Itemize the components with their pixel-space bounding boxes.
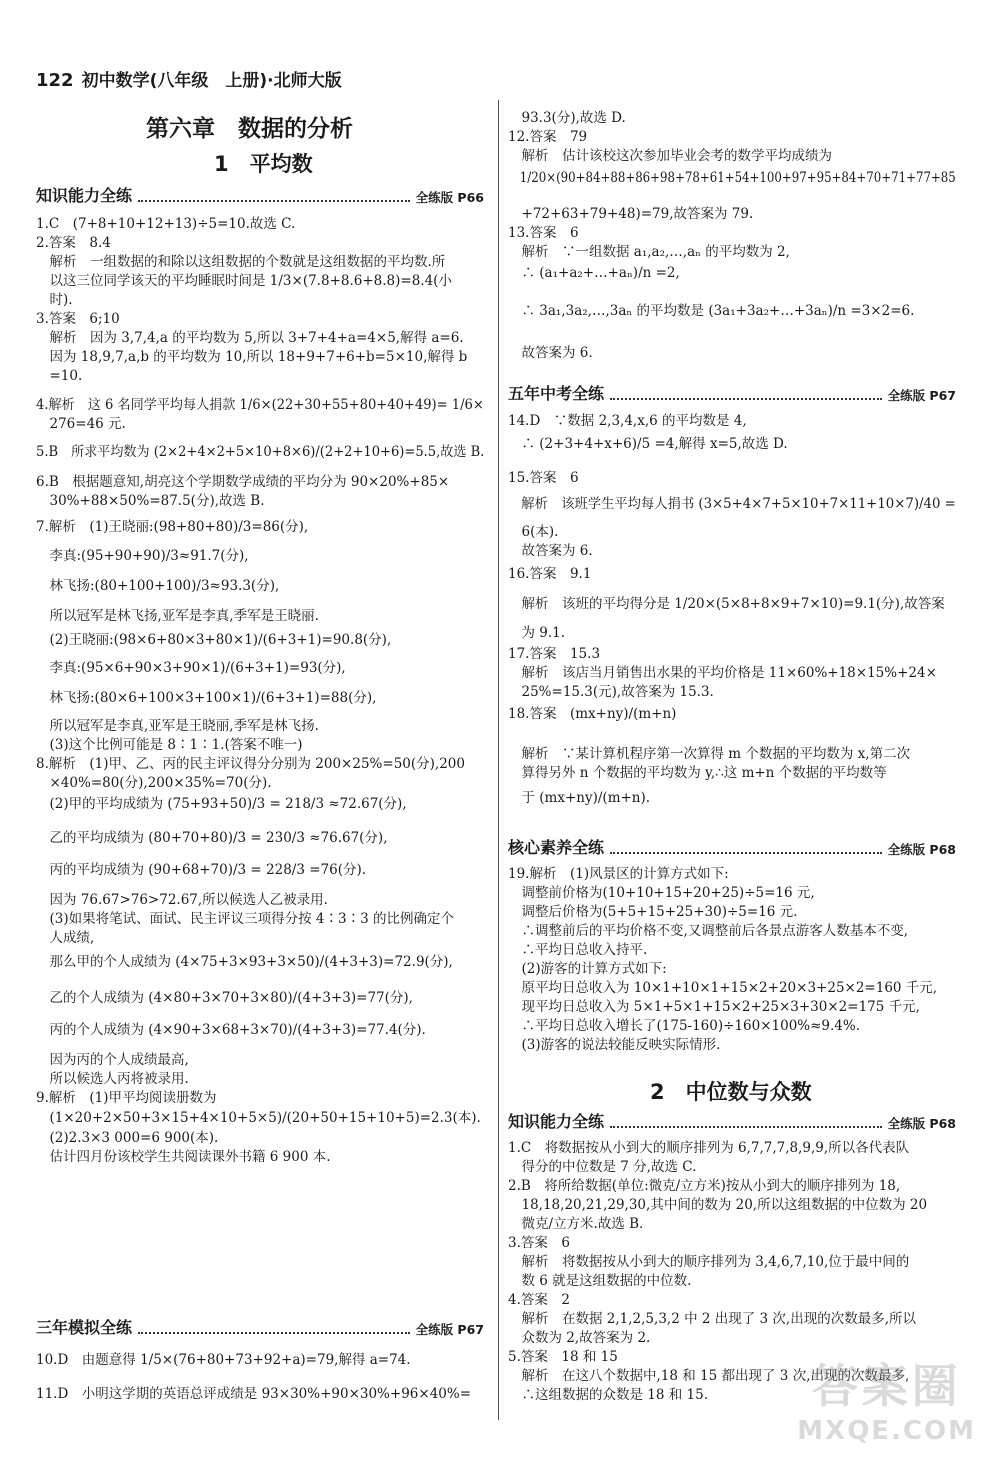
text-line: 数 6 就是这组数据的中位数. <box>508 1273 692 1289</box>
page-header <box>36 66 342 91</box>
section-name: 五年中考全练 <box>508 384 605 403</box>
text-line: 6(本). <box>508 524 559 540</box>
text-line: ×40%=80(分),200×35%=70(分). <box>36 775 272 791</box>
text-line: 解析 ∵一组数据 a₁,a₂,…,aₙ 的平均数为 2, <box>508 244 790 260</box>
text-line: 为 9.1. <box>508 625 566 641</box>
text-line: ∴这组数据的众数是 18 和 15. <box>508 1387 709 1403</box>
text-line: 解析 该班的平均得分是 1/20×(5×8+8×9+7×10)=9.1(分),故答案 <box>508 596 945 612</box>
text-line: (1×20+2×50+3×15+4×10+5×5)/(20+50+15+10+5)=2.3(本). <box>36 1110 481 1126</box>
text-line: 5.B 所求平均数为 (2×2+4×2+5×10+8×6)/(2+2+10+6)=5.5,故选 B. <box>36 444 485 460</box>
leader-dots <box>610 1126 882 1128</box>
text-line: 李真:(95+90+90)/3≈91.7(分), <box>36 548 249 564</box>
book-title: 初中数学(八年级 上册)·北师大版 <box>81 71 342 91</box>
section-bar-zsnl1 <box>36 186 484 206</box>
leader-dots <box>610 398 882 400</box>
text-line: 现平均日总收入为 5×1+5×1+15×2+25×3+30×2=175 千元, <box>508 999 920 1015</box>
text-line: 微克/立方米.故选 B. <box>508 1216 644 1232</box>
section-ref: 全练版 P68 <box>887 1116 956 1131</box>
text-line: (2)2.3×3 000=6 900(本). <box>36 1130 219 1146</box>
text-line: 2.B 将所给数据(单位:微克/立方米)按从小到大的顺序排列为 18, <box>508 1178 901 1194</box>
section-name: 知识能力全练 <box>36 186 133 205</box>
text-line: 众数为 2,故答案为 2. <box>508 1330 651 1346</box>
text-line: 解析 一组数据的和除以这组数据的个数就是这组数据的平均数.所 <box>36 254 446 270</box>
text-line: (3)这个比例可能是 8∶1∶1.(答案不唯一) <box>36 737 303 753</box>
section-title-2: 2 中位数与众数 <box>650 1080 812 1104</box>
section-name: 核心素养全练 <box>508 838 605 857</box>
text-line: 19.解析 (1)风景区的计算方式如下: <box>508 866 729 882</box>
text-line: 故答案为 6. <box>508 543 593 559</box>
text-line: 17.答案 15.3 <box>508 646 601 662</box>
text-line: 估计四月份该校学生共阅读课外书籍 6 900 本. <box>36 1149 331 1165</box>
text-line: 30%+88×50%=87.5(分),故选 B. <box>36 493 265 509</box>
section-ref: 全练版 P67 <box>415 1322 484 1337</box>
text-line: 10.D 由题意得 1/5×(76+80+73+92+a)=79,解得 a=74. <box>36 1352 411 1368</box>
text-line: (3)如果将笔试、面试、民主评议三项得分按 4∶3∶3 的比例确定个 <box>36 911 454 927</box>
text-line: 乙的个人成绩为 (4×80+3×70+3×80)/(4+3+3)=77(分), <box>36 990 413 1006</box>
text-line: 18,18,20,21,29,30,其中间的数为 20,所以这组数据的中位数为 20 <box>508 1197 928 1213</box>
text-line: 丙的个人成绩为 (4×90+3×68+3×70)/(4+3+3)=77.4(分). <box>36 1022 426 1038</box>
section-bar-hxsy <box>508 838 956 858</box>
text-line: 4.答案 2 <box>508 1292 570 1308</box>
text-line: 解析 该班学生平均每人捐书 (3×5+4×7+5×10+7×11+10×7)/40 = <box>508 496 956 512</box>
text-line: 11.D 小明这学期的英语总评成绩是 93×30%+90×30%+96×40%= <box>36 1386 472 1402</box>
text-line: 18.答案 (mx+ny)/(m+n) <box>508 706 677 722</box>
text-line: 故答案为 6. <box>508 345 593 361</box>
text-line: 乙的平均成绩为 (80+70+80)/3 = 230/3 ≈76.67(分), <box>36 830 388 846</box>
text-line: 2.答案 8.4 <box>36 235 111 251</box>
text-line: ∴调整前后的平均价格不变,又调整前后各景点游客人数基本不变, <box>508 923 909 939</box>
text-line: 8.解析 (1)甲、乙、丙的民主评议得分分别为 200×25%=50(分),200 <box>36 756 465 772</box>
text-line: 7.解析 (1)王晓丽:(98+80+80)/3=86(分), <box>36 519 309 535</box>
text-line: 解析 在这八个数据中,18 和 15 都出现了 3 次,出现的次数最多, <box>508 1368 910 1384</box>
text-line: 因为 18,9,7,a,b 的平均数为 10,所以 18+9+7+6+b=5×10,解得 b <box>36 349 468 365</box>
text-line: 得分的中位数是 7 分,故选 C. <box>508 1159 697 1175</box>
leader-dots <box>138 200 410 202</box>
text-line: ∴ 3a₁,3a₂,…,3aₙ 的平均数是 (3a₁+3a₂+…+3aₙ)/n =3×2=6. <box>508 303 915 319</box>
section-name: 知识能力全练 <box>508 1112 605 1131</box>
text-line: (2)甲的平均成绩为 (75+93+50)/3 = 218/3 ≈72.67(分), <box>36 796 407 812</box>
text-line: 5.答案 18 和 15 <box>508 1349 618 1365</box>
text-line: 13.答案 6 <box>508 225 579 241</box>
chapter-title: 第六章 数据的分析 <box>146 116 353 142</box>
text-line: 276=46 元. <box>36 416 126 432</box>
text-line: 算得另外 n 个数据的平均数为 y,∴这 m+n 个数据的平均数等 <box>508 765 887 781</box>
text-line: ∴平均日总收入持平. <box>508 942 648 958</box>
text-line: 6.B 根据题意知,胡亮这个学期数学成绩的平均分为 90×20%+85× <box>36 474 450 490</box>
text-line: 因为 76.67>76>72.67,所以候选人乙被录用. <box>36 892 328 908</box>
text-line: 于 (mx+ny)/(m+n). <box>508 790 651 806</box>
text-line: 解析 ∵某计算机程序第一次算得 m 个数据的平均数为 x,第二次 <box>508 746 911 762</box>
text-line: 调整前价格为(10+10+15+20+25)÷5=16 元, <box>508 885 815 901</box>
text-line: 16.答案 9.1 <box>508 566 592 582</box>
text-line: ∴平均日总收入增长了(175-160)÷160×100%≈9.4%. <box>508 1018 861 1034</box>
section-ref: 全练版 P66 <box>415 190 484 205</box>
text-line: 所以冠军是李真,亚军是王晓丽,季军是林飞扬. <box>36 718 319 734</box>
section-bar-wnzk <box>508 384 956 404</box>
text-line: 因为丙的个人成绩最高, <box>36 1052 189 1068</box>
text-line: 那么甲的个人成绩为 (4×75+3×93+3×50)/(4+3+3)=72.9(分), <box>36 954 453 970</box>
text-line: =10. <box>36 368 83 384</box>
text-line: 人成绩, <box>36 930 95 946</box>
text-line: 以这三位同学该天的平均睡眠时间是 1/3×(7.8+8.6+8.8)=8.4(小 <box>36 273 452 289</box>
text-line: 解析 该店当月销售出水果的平均价格是 11×60%+18×15%+24× <box>508 665 937 681</box>
leader-dots <box>138 1332 410 1334</box>
text-line: (2)王晓丽:(98×6+80×3+80×1)/(6+3+1)=90.8(分), <box>36 632 392 648</box>
text-line: ∴ (a₁+a₂+…+aₙ)/n =2, <box>508 265 680 281</box>
text-line: (2)游客的计算方式如下: <box>508 961 667 977</box>
text-line: 时). <box>36 292 73 308</box>
section-bar-snmn <box>36 1318 484 1338</box>
text-line: 李真:(95×6+90×3+90×1)/(6+3+1)=93(分), <box>36 660 346 676</box>
text-line: 调整后价格为(5+5+15+25+30)÷5=16 元. <box>508 904 798 920</box>
text-line: ∴ (2+3+4+x+6)/5 =4,解得 x=5,故选 D. <box>508 436 788 452</box>
text-line: 1.C (7+8+10+12+13)÷5=10.故选 C. <box>36 216 296 232</box>
text-line: 所以冠军是林飞扬,亚军是李真,季军是王晓丽. <box>36 608 319 624</box>
text-line: 25%=15.3(元),故答案为 15.3. <box>508 684 714 700</box>
text-line: 所以候选人丙将被录用. <box>36 1071 189 1087</box>
text-line: 93.3(分),故选 D. <box>508 110 626 126</box>
text-line: 林飞扬:(80+100+100)/3≈93.3(分), <box>36 578 280 594</box>
section-bar-zsnl2 <box>508 1112 956 1132</box>
text-line: 14.D ∵数据 2,3,4,x,6 的平均数是 4, <box>508 413 747 429</box>
text-line: 解析 因为 3,7,4,a 的平均数为 5,所以 3+7+4+a=4×5,解得 a=6. <box>36 330 464 346</box>
watermark-logo: 答案圈 MXQE.COM <box>797 1359 976 1446</box>
page-number: 122 <box>36 70 74 91</box>
text-line: 3.答案 6;10 <box>36 311 120 327</box>
text-line: 1/20×(90+84+88+86+98+78+61+54+100+97+95+84+70+71+77+85 <box>508 170 956 186</box>
text-line: 15.答案 6 <box>508 470 579 486</box>
section-title-1: 1 平均数 <box>214 152 313 176</box>
section-ref: 全练版 P68 <box>887 842 956 857</box>
text-line: 3.答案 6 <box>508 1235 570 1251</box>
text-line: 12.答案 79 <box>508 129 588 145</box>
text-line: 原平均日总收入为 10×1+10×1+15×2+20×3+25×2=160 千元, <box>508 980 938 996</box>
text-line: +72+63+79+48)=79,故答案为 79. <box>508 206 754 222</box>
text-line: 4.解析 这 6 名同学平均每人捐款 1/6×(22+30+55+80+40+49)= 1/6× <box>36 397 484 413</box>
section-ref: 全练版 P67 <box>887 388 956 403</box>
text-line: 丙的平均成绩为 (90+68+70)/3 = 228/3 =76(分). <box>36 862 367 878</box>
text-line: 解析 将数据按从小到大的顺序排列为 3,4,6,7,10,位于最中间的 <box>508 1254 910 1270</box>
text-line: 解析 在数据 2,1,2,5,3,2 中 2 出现了 3 次,出现的次数最多,所以 <box>508 1311 916 1327</box>
text-line: 解析 估计该校这次参加毕业会考的数学平均成绩为 <box>508 148 832 164</box>
text-line: 林飞扬:(80×6+100×3+100×1)/(6+3+1)=88(分), <box>36 690 377 706</box>
text-line: 1.C 将数据按从小到大的顺序排列为 6,7,7,7,8,9,9,所以各代表队 <box>508 1140 910 1156</box>
leader-dots <box>610 852 882 854</box>
column-divider <box>498 100 499 1420</box>
section-name: 三年模拟全练 <box>36 1318 133 1337</box>
text-line: (3)游客的说法较能反映实际情形. <box>508 1037 721 1053</box>
text-line: 9.解析 (1)甲平均阅读册数为 <box>36 1090 217 1106</box>
